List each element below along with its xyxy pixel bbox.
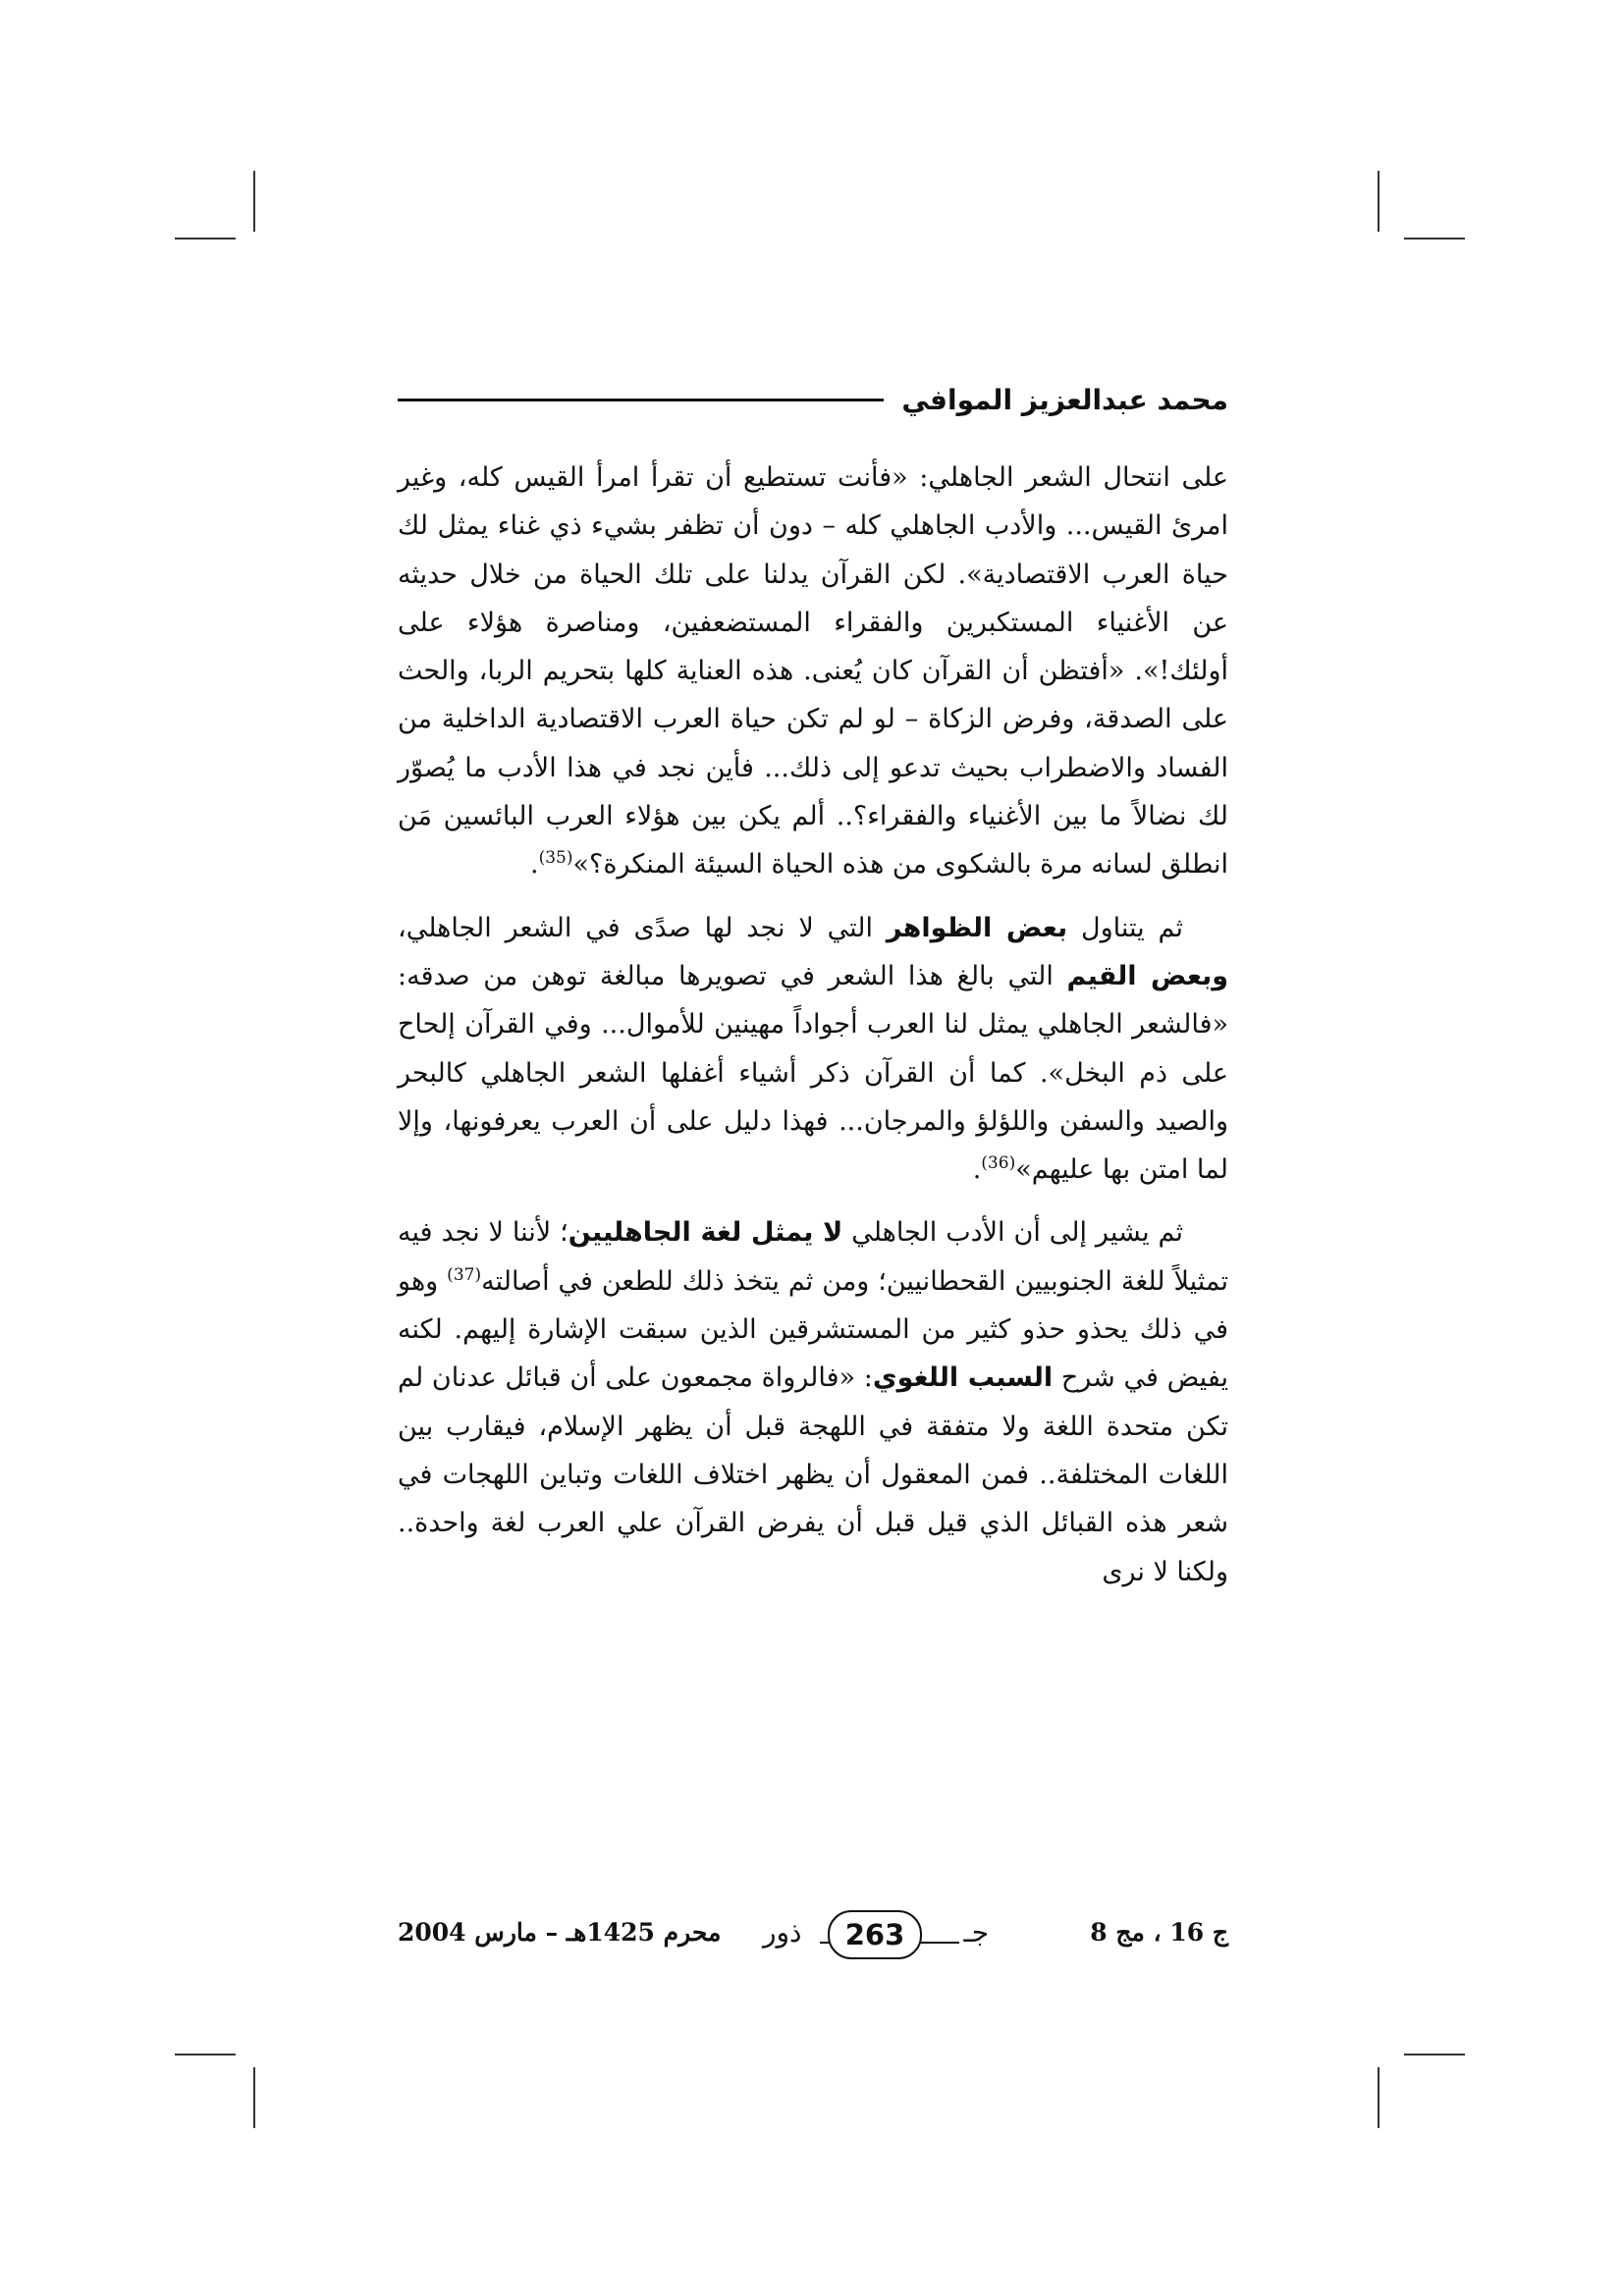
journal-word-right: جـ	[963, 1916, 989, 1949]
journal-word-left: ذور	[763, 1916, 802, 1949]
paragraph-1	[398, 454, 1228, 889]
crop-mark-bottom-right-horizontal	[1404, 2054, 1465, 2056]
paragraph-2-text-2: التي لا نجد لها صدًى في الشعر الجاهلي،	[398, 912, 887, 943]
footer-issue: ج 16 ، مج 8	[1090, 1918, 1228, 1947]
paragraph-2-text-1: ثم يتناول	[1067, 912, 1183, 943]
paragraph-2-end: .	[972, 1154, 982, 1186]
bold-does-not-represent-language: لا يمثل لغة الجاهليين	[568, 1217, 843, 1249]
bold-some-phenomena: بعض الظواهر	[886, 912, 1068, 943]
journal-logo	[763, 1910, 989, 1959]
crop-mark-top-left-horizontal	[175, 238, 236, 240]
paragraph-2-text-3: التي بالغ هذا الشعر في تصويرها مبالغة توهن من صدقه: «فالشعر الجاهلي يمثل لنا العرب أجواداً مهينين للأموال... وفي القرآن إلحاح على ذم البخل». كما أن القرآن ذكر أشياء أغفلها الشعر الجاهلي كالبحر والصيد والسفن واللؤلؤ والمرجان... فهذا دليل على أن العرب يعرفونها، وإلا لما امتن بها عليهم»	[398, 960, 1228, 1186]
paragraph-3-text-4: : «فالرواة مجمعون على أن قبائل عدنان لم تكن متحدة اللغة ولا متفقة في اللهجة قبل أن يظهر الإسلام، فيقارب بين اللغات المختلفة.. فمن المعقول أن يظهر اختلاف اللغات وتباين اللهجات في شعر هذه القبائل الذي قيل قبل أن يفرض القرآن علي العرب لغة واحدة.. ولكنا لا نرى	[398, 1362, 1228, 1587]
crop-mark-top-right-vertical	[1378, 171, 1380, 232]
paragraph-3-text-3: وهو في ذلك يحذو حذو كثير من المستشرقين الذين سبقت الإشارة إليهم. لكنه يفيض في شرح	[398, 1265, 1228, 1394]
crop-mark-top-left-vertical	[253, 171, 255, 232]
paragraph-3	[398, 1208, 1228, 1595]
paragraph-1-end: .	[529, 849, 539, 881]
bold-some-values: وبعض القيم	[1066, 960, 1228, 991]
crop-mark-top-right-horizontal	[1404, 238, 1465, 240]
paragraph-3-text-2: ؛ لأننا لا نجد فيه تمثيلاً للغة الجنوبيين القحطانيين؛ ومن ثم يتخذ ذلك للطعن في أصالته	[398, 1217, 1229, 1297]
footnote-35: (35)	[538, 848, 573, 869]
header-author: محمد عبدالعزيز الموافي	[901, 383, 1228, 416]
page-footer	[398, 1910, 1228, 1959]
crop-mark-bottom-left-vertical	[253, 2067, 255, 2128]
crop-mark-bottom-right-vertical	[1378, 2067, 1380, 2128]
header-rule	[398, 399, 884, 401]
page-number: 263	[828, 1910, 922, 1959]
article-body	[398, 454, 1228, 1611]
footnote-37: (37)	[447, 1264, 482, 1285]
footnote-36: (36)	[981, 1153, 1016, 1174]
crop-mark-bottom-left-horizontal	[175, 2054, 236, 2056]
running-header	[398, 375, 1228, 424]
paragraph-2	[398, 904, 1228, 1195]
footer-date: محرم 1425هـ – مارس 2004	[398, 1918, 722, 1947]
paragraph-1-text: على انتحال الشعر الجاهلي: «فأنت تستطيع أن تقرأ امرأ القيس كله، وغير امرئ القيس... والأدب الجاهلي كله – دون أن تظفر بشيء ذي غناء يمثل لك حياة العرب الاقتصادية». لكن القرآن يدلنا على تلك الحياة من خلال حديثه عن الأغنياء المستكبرين والفقراء المستضعفين، ومناصرة هؤلاء على أولئك!». «أفتظن أن القرآن كان يُعنى. هذه العناية كلها بتحريم الربا، والحث على الصدقة، وفرض الزكاة – لو لم تكن حياة العرب الاقتصادية الداخلية من الفساد والاضطراب بحيث تدعو إلى ذلك... فأين نجد في هذا الأدب ما يُصوّر لك نضالاً ما بين الأغنياء والفقراء؟.. ألم يكن بين هؤلاء العرب البائسين مَن انطلق لسانه مرة بالشكوى من هذه الحياة السيئة المنكرة؟»	[398, 462, 1228, 881]
bold-linguistic-reason: السبب اللغوي	[872, 1362, 1054, 1394]
paragraph-3-text-1: ثم يشير إلى أن الأدب الجاهلي	[842, 1217, 1184, 1249]
